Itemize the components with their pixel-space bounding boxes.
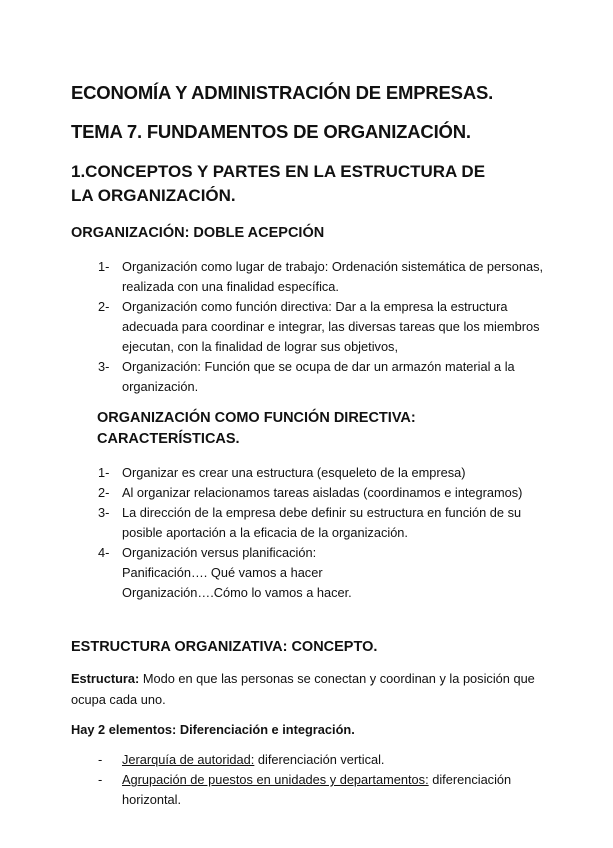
list-item-text: Organizar es crear una estructura (esqueleto de la empresa) — [122, 465, 466, 480]
list-subline: Panificación…. Qué vamos a hacer — [122, 565, 323, 580]
estructura-text: Modo en que las personas se conectan y coordinan y la posición que ocupa cada uno. — [71, 671, 535, 707]
list-item-term: Jerarquía de autoridad: — [122, 752, 255, 767]
elements-text: Diferenciación e integración. — [176, 722, 355, 737]
list-marker: 2- — [98, 485, 110, 500]
elements-paragraph — [71, 719, 551, 740]
list-item — [71, 543, 551, 603]
list-item-text: Organización como lugar de trabajo: Ordenación sistemática de personas, realizada con una finalidad específica. — [122, 259, 544, 294]
func-heading-line2: CARACTERÍSTICAS. — [97, 431, 240, 447]
org-heading: ORGANIZACIÓN: DOBLE ACEPCIÓN — [71, 225, 325, 241]
list-item — [71, 503, 551, 543]
document-title: ECONOMÍA Y ADMINISTRACIÓN DE EMPRESAS. — [71, 82, 494, 103]
estructura-heading: ESTRUCTURA ORGANIZATIVA: CONCEPTO. — [71, 639, 378, 655]
elements-list — [71, 750, 551, 810]
list-item — [71, 257, 551, 297]
estructura-label: Estructura: — [71, 671, 140, 686]
list-marker: - — [98, 772, 103, 787]
org-list — [71, 257, 551, 397]
list-item-text: diferenciación horizontal. — [122, 772, 512, 807]
list-item-text: Al organizar relacionamos tareas aisladas (coordinamos e integramos) — [122, 485, 523, 500]
list-item — [71, 483, 551, 503]
list-marker: 4- — [98, 545, 110, 560]
list-marker: 3- — [98, 359, 110, 374]
elements-label: Hay 2 elementos: — [71, 722, 177, 737]
section-title: 1.CONCEPTOS Y PARTES EN LA ESTRUCTURA DE LA ORGANIZACIÓN. — [71, 162, 486, 205]
list-item — [71, 357, 551, 397]
list-marker: 3- — [98, 505, 110, 520]
list-item-text: Organización versus planificación: — [122, 545, 317, 560]
list-item — [71, 770, 551, 810]
topic-title: TEMA 7. FUNDAMENTOS DE ORGANIZACIÓN. — [71, 121, 471, 142]
list-marker: 1- — [98, 259, 110, 274]
list-item-text: Organización como función directiva: Dar a la empresa la estructura adecuada para coordinar e integrar, las diversas tareas que los miembros ejecutan, con la finalidad de lograr sus objetivos, — [122, 299, 540, 354]
list-item-text: La dirección de la empresa debe definir su estructura en función de su posible aportación a la eficacia de la organización. — [122, 505, 522, 540]
list-subline: Organización….Cómo lo vamos a hacer. — [122, 585, 352, 600]
list-marker: - — [98, 752, 103, 767]
func-heading-line1: ORGANIZACIÓN COMO FUNCIÓN DIRECTIVA: — [97, 410, 416, 426]
list-item — [71, 463, 551, 483]
list-item-text: diferenciación vertical. — [254, 752, 385, 767]
func-list — [71, 463, 551, 603]
list-marker: 2- — [98, 299, 110, 314]
list-item-term: Agrupación de puestos en unidades y departamentos: — [122, 772, 429, 787]
list-item — [71, 750, 551, 770]
estructura-paragraph — [71, 668, 551, 710]
list-item-text: Organización: Función que se ocupa de dar un armazón material a la organización. — [122, 359, 515, 394]
list-item — [71, 297, 551, 357]
list-marker: 1- — [98, 465, 110, 480]
